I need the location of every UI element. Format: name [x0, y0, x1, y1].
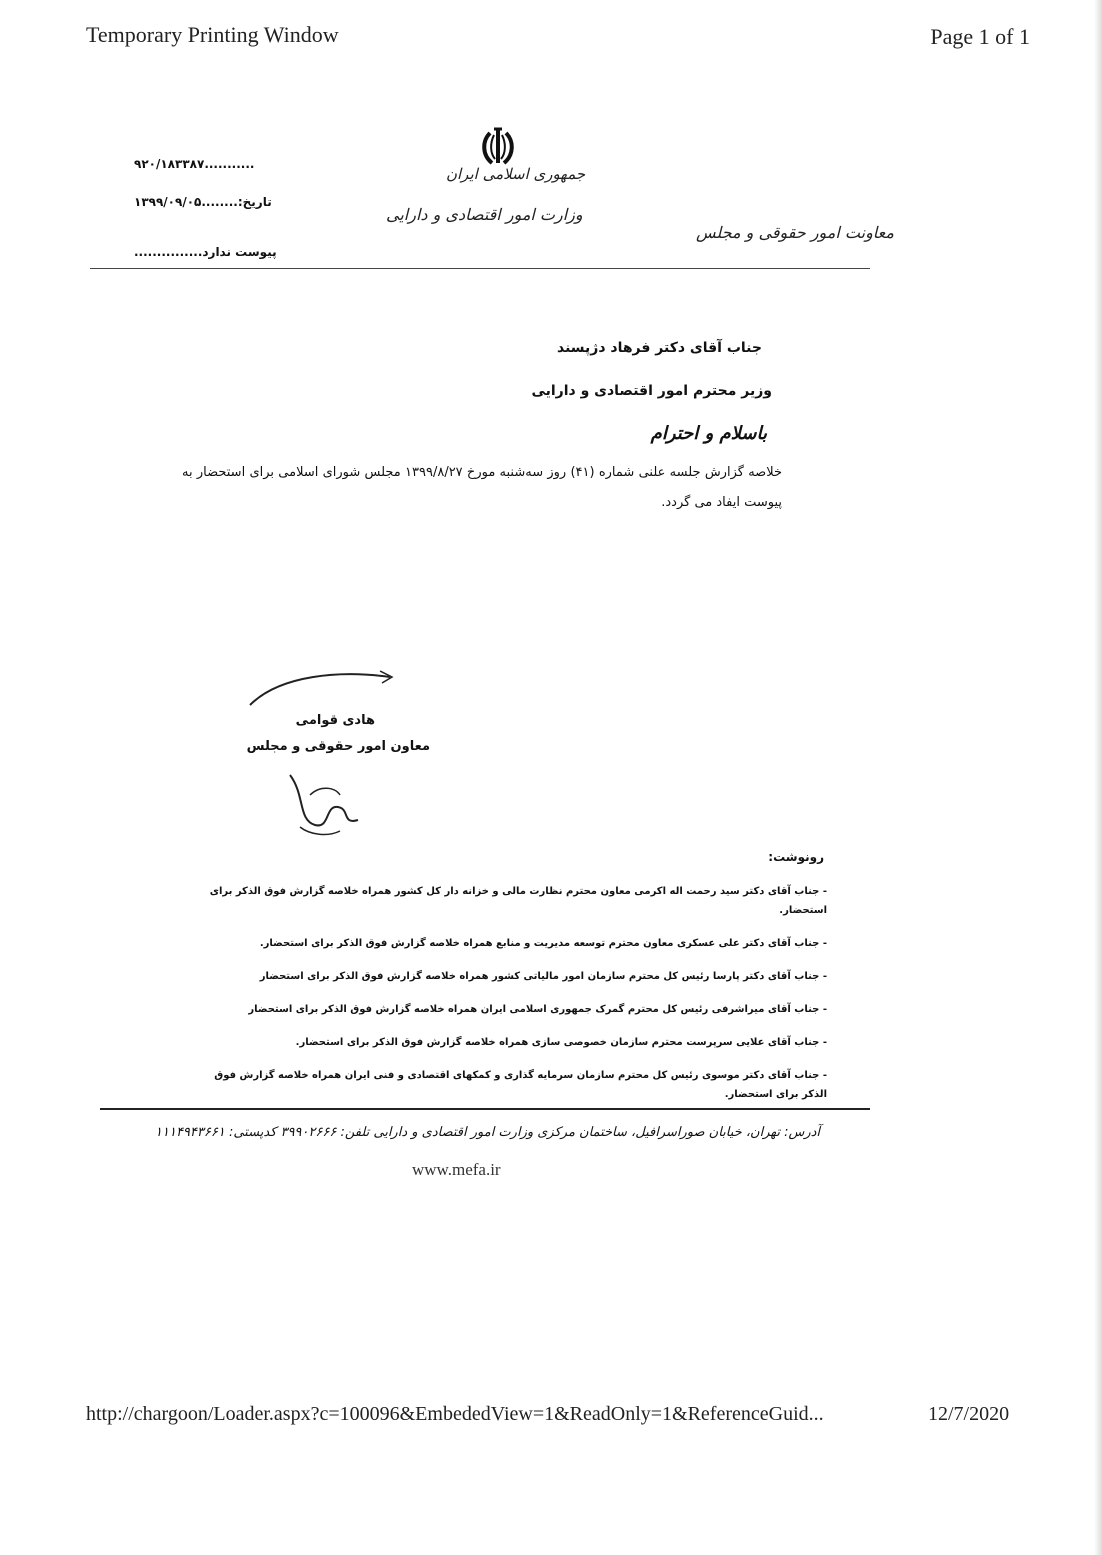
header-divider: [90, 268, 870, 269]
greeting: باسلام و احترام: [650, 423, 767, 444]
letter-body: خلاصه گزارش جلسه علنی شماره (۴۱) روز سه‌شنبه مورخ ۱۳۹۹/۸/۲۷ مجلس شورای اسلامی برای استحضار به پیوست ایفاد می گردد.: [182, 465, 782, 510]
print-window-header: [0, 0, 1102, 60]
scan-edge: [1094, 0, 1102, 1555]
addressee-title: وزیر محترم امور اقتصادی و دارایی: [531, 383, 772, 399]
cc-title: رونوشت:: [768, 850, 824, 864]
signature-block: [240, 665, 430, 845]
letter-date: تاریخ:........۱۳۹۹/۰۹/۰۵: [134, 195, 272, 209]
iran-emblem-icon: [476, 125, 520, 169]
list-item: - جناب آقای دکتر پارسا رئیس کل محترم سازمان امور مالیاتی کشور همراه خلاصه گزارش فوق الذکر برای استحضار: [259, 971, 827, 982]
footer-website: www.mefa.ir: [412, 1160, 501, 1179]
list-item: - جناب آقای علایی سرپرست محترم سازمان خصوصی سازی همراه خلاصه گزارش فوق الذکر برای استحضار.: [295, 1037, 827, 1048]
letterhead: [86, 115, 894, 275]
addressee-name: جناب آقای دکتر فرهاد دژپسند: [556, 340, 762, 356]
footer-address: آدرس: تهران، خیابان صوراسرافیل، ساختمان مرکزی وزارت امور اقتصادی و دارایی تلفن: ۳۹۹۰۲۶۶۶ کدپستی: ۱۱۱۴۹۴۳۶۶۱: [155, 1125, 821, 1140]
handwritten-signature-icon: [280, 765, 370, 840]
print-url: http://chargoon/Loader.aspx?c=100096&EmbededView=1&ReadOnly=1&ReferenceGuid...: [86, 1403, 824, 1425]
deputy-name: معاونت امور حقوقی و مجلس: [696, 223, 894, 242]
republic-name: جمهوری اسلامی ایران: [446, 165, 586, 183]
letter-attachment: پیوست ندارد...............: [134, 245, 277, 259]
list-item: - جناب آقای دکتر موسوی رئیس کل محترم سازمان سرمایه گذاری و کمکهای اقتصادی و فنی ایران همراه خلاصه گزارش فوق الذکر برای استحضار.: [214, 1070, 827, 1100]
ministry-name: وزارت امور اقتصادی و دارایی: [386, 205, 583, 224]
signatory-name: هادی قوامی: [295, 713, 375, 728]
letter-number: ...........۹۲۰/۱۸۳۳۸۷: [134, 157, 255, 171]
list-item: - جناب آقای دکتر علی عسکری معاون محترم توسعه مدیریت و منابع همراه خلاصه گزارش فوق الذکر برای استحضار.: [259, 938, 827, 949]
print-window-title: Temporary Printing Window: [86, 22, 339, 47]
cc-list: [197, 882, 827, 1118]
print-date: 12/7/2020: [928, 1403, 1010, 1425]
footer-divider: [100, 1108, 870, 1110]
page-indicator: Page 1 of 1: [930, 24, 1030, 49]
list-item: - جناب آقای میراشرفی رئیس کل محترم گمرک جمهوری اسلامی ایران همراه خلاصه گزارش فوق الذکر برای استحضار: [248, 1004, 827, 1015]
list-item: - جناب آقای دکتر سید رحمت اله اکرمی معاون محترم نظارت مالی و خزانه دار کل کشور همراه خلاصه گزارش فوق الذکر برای استحضار.: [209, 886, 827, 916]
signatory-role: معاون امور حقوقی و مجلس: [246, 739, 430, 754]
